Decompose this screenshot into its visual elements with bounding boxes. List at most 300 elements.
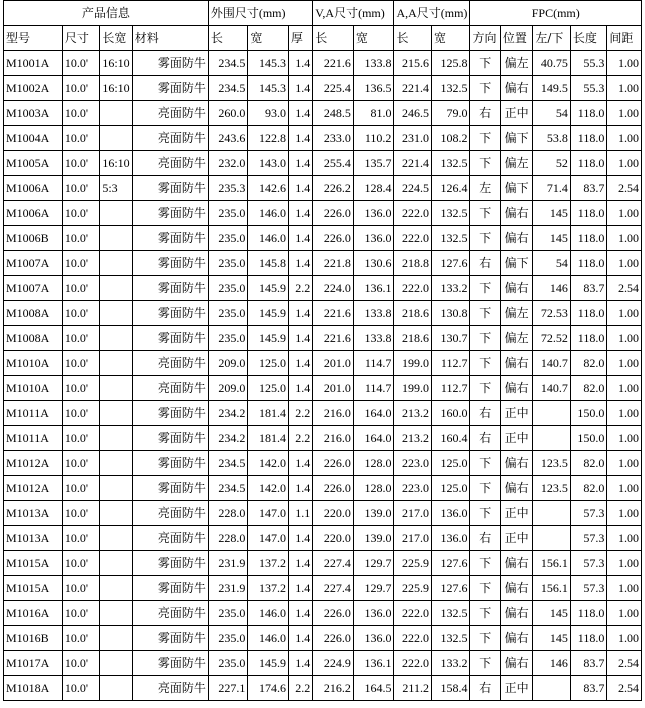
cell-fpc-length: 82.0: [570, 376, 607, 401]
cell-ratio: [100, 251, 132, 276]
cell-outer-length: 235.0: [208, 651, 248, 676]
cell-fpc-direction: 右: [470, 251, 500, 276]
cell-material: 亮面防牛: [132, 601, 208, 626]
cell-outer-width: 147.0: [248, 501, 289, 526]
cell-size: 10.0': [62, 151, 100, 176]
cell-fpc-pitch: 1.00: [607, 126, 642, 151]
cell-outer-thickness: 2.2: [288, 276, 312, 301]
group-fpc: FPC(mm): [470, 1, 642, 26]
cell-fpc-position: 偏右: [500, 201, 532, 226]
cell-material: 雾面防牛: [132, 76, 208, 101]
cell-fpc-direction: 右: [470, 101, 500, 126]
cell-material: 雾面防牛: [132, 576, 208, 601]
cell-va-width: 130.6: [353, 251, 394, 276]
group-aa-size: A,A尺寸(mm): [394, 1, 470, 26]
cell-fpc-position: 偏左: [500, 51, 532, 76]
cell-aa-length: 221.4: [394, 151, 432, 176]
cell-fpc-pitch: 1.00: [607, 601, 642, 626]
cell-fpc-offset: 54: [533, 101, 571, 126]
cell-outer-thickness: 1.4: [288, 151, 312, 176]
cell-fpc-position: 偏左: [500, 151, 532, 176]
table-row: [4, 151, 642, 176]
cell-outer-length: 209.0: [208, 376, 248, 401]
cell-va-width: 114.7: [353, 351, 394, 376]
cell-aa-length: 213.2: [394, 401, 432, 426]
cell-size: 10.0': [62, 201, 100, 226]
cell-material: 雾面防牛: [132, 251, 208, 276]
cell-outer-length: 232.0: [208, 151, 248, 176]
cell-outer-thickness: 1.4: [288, 101, 312, 126]
cell-outer-thickness: 1.4: [288, 51, 312, 76]
col-fpc-offset: 左/下: [533, 26, 571, 51]
cell-outer-thickness: 1.4: [288, 601, 312, 626]
cell-ratio: [100, 401, 132, 426]
cell-fpc-offset: 156.1: [533, 551, 571, 576]
cell-va-width: 136.0: [353, 226, 394, 251]
col-outer-length: 长: [208, 26, 248, 51]
cell-fpc-offset: 145: [533, 626, 571, 651]
cell-fpc-length: 118.0: [570, 251, 607, 276]
cell-fpc-length: 57.3: [570, 576, 607, 601]
cell-fpc-position: 正中: [500, 101, 532, 126]
cell-aa-width: 133.2: [431, 651, 470, 676]
cell-fpc-length: 82.0: [570, 351, 607, 376]
cell-ratio: 16:10: [100, 51, 132, 76]
cell-va-length: 226.0: [313, 451, 354, 476]
cell-fpc-offset: 140.7: [533, 351, 571, 376]
cell-model: M1011A: [4, 426, 63, 451]
col-outer-thickness: 厚: [288, 26, 312, 51]
cell-model: M1007A: [4, 251, 63, 276]
cell-outer-width: 145.9: [248, 651, 289, 676]
cell-fpc-pitch: 1.00: [607, 251, 642, 276]
cell-fpc-length: 118.0: [570, 326, 607, 351]
cell-aa-width: 125.0: [431, 476, 470, 501]
cell-fpc-position: 偏右: [500, 226, 532, 251]
cell-va-length: 227.4: [313, 576, 354, 601]
cell-outer-thickness: 1.4: [288, 301, 312, 326]
cell-outer-width: 146.0: [248, 201, 289, 226]
cell-aa-length: 222.0: [394, 201, 432, 226]
cell-outer-thickness: 1.4: [288, 76, 312, 101]
cell-size: 10.0': [62, 526, 100, 551]
cell-fpc-pitch: 1.00: [607, 451, 642, 476]
table-row: [4, 351, 642, 376]
cell-fpc-offset: 53.8: [533, 126, 571, 151]
cell-fpc-length: 150.0: [570, 426, 607, 451]
cell-fpc-length: 118.0: [570, 101, 607, 126]
cell-fpc-offset: 146: [533, 651, 571, 676]
cell-va-width: 164.0: [353, 426, 394, 451]
cell-va-length: 226.0: [313, 601, 354, 626]
cell-va-width: 136.5: [353, 76, 394, 101]
table-row: [4, 276, 642, 301]
group-product-info: 产品信息: [4, 1, 209, 26]
cell-size: 10.0': [62, 626, 100, 651]
cell-fpc-offset: 72.52: [533, 326, 571, 351]
cell-va-width: 81.0: [353, 101, 394, 126]
cell-aa-width: 112.7: [431, 351, 470, 376]
cell-outer-thickness: 2.2: [288, 676, 312, 701]
cell-aa-length: 215.6: [394, 51, 432, 76]
cell-fpc-position: 偏下: [500, 251, 532, 276]
col-fpc-length: 长度: [570, 26, 607, 51]
cell-va-width: 128.0: [353, 476, 394, 501]
cell-outer-length: 234.5: [208, 51, 248, 76]
table-row: [4, 226, 642, 251]
cell-fpc-pitch: 1.00: [607, 376, 642, 401]
cell-material: 亮面防牛: [132, 676, 208, 701]
cell-fpc-length: 83.7: [570, 676, 607, 701]
cell-size: 10.0': [62, 601, 100, 626]
cell-aa-length: 211.2: [394, 676, 432, 701]
table-row: [4, 76, 642, 101]
cell-aa-length: 199.0: [394, 351, 432, 376]
cell-aa-width: 79.0: [431, 101, 470, 126]
cell-fpc-position: 正中: [500, 501, 532, 526]
cell-aa-length: 218.6: [394, 301, 432, 326]
cell-outer-width: 146.0: [248, 601, 289, 626]
cell-fpc-offset: 54: [533, 251, 571, 276]
cell-fpc-length: 55.3: [570, 76, 607, 101]
table-row: [4, 476, 642, 501]
cell-fpc-offset: 140.7: [533, 376, 571, 401]
cell-va-length: 255.4: [313, 151, 354, 176]
cell-fpc-direction: 右: [470, 676, 500, 701]
cell-outer-width: 146.0: [248, 226, 289, 251]
cell-aa-length: 222.0: [394, 651, 432, 676]
group-outer-size: 外围尺寸(mm): [208, 1, 312, 26]
table-row: [4, 376, 642, 401]
cell-fpc-length: 118.0: [570, 151, 607, 176]
cell-model: M1011A: [4, 401, 63, 426]
cell-outer-length: 260.0: [208, 101, 248, 126]
cell-fpc-offset: 71.4: [533, 176, 571, 201]
cell-size: 10.0': [62, 301, 100, 326]
cell-outer-thickness: 1.4: [288, 476, 312, 501]
table-body: [4, 51, 642, 701]
cell-outer-width: 137.2: [248, 551, 289, 576]
cell-outer-length: 235.0: [208, 276, 248, 301]
cell-fpc-pitch: 1.00: [607, 151, 642, 176]
cell-fpc-direction: 下: [470, 201, 500, 226]
cell-outer-length: 235.0: [208, 601, 248, 626]
cell-outer-thickness: 1.4: [288, 576, 312, 601]
cell-fpc-pitch: 1.00: [607, 426, 642, 451]
cell-va-length: 226.0: [313, 226, 354, 251]
cell-va-width: 128.4: [353, 176, 394, 201]
cell-outer-length: 243.6: [208, 126, 248, 151]
cell-outer-thickness: 1.4: [288, 176, 312, 201]
cell-fpc-offset: 145: [533, 201, 571, 226]
cell-va-length: 221.6: [313, 326, 354, 351]
cell-fpc-pitch: 1.00: [607, 226, 642, 251]
cell-aa-width: 158.4: [431, 676, 470, 701]
cell-fpc-pitch: 2.54: [607, 176, 642, 201]
cell-fpc-direction: 下: [470, 476, 500, 501]
cell-va-length: 248.5: [313, 101, 354, 126]
cell-aa-length: 223.0: [394, 476, 432, 501]
cell-outer-thickness: 2.2: [288, 401, 312, 426]
cell-outer-width: 181.4: [248, 426, 289, 451]
cell-fpc-pitch: 2.54: [607, 651, 642, 676]
cell-fpc-length: 57.3: [570, 501, 607, 526]
cell-ratio: [100, 276, 132, 301]
cell-va-length: 226.0: [313, 476, 354, 501]
cell-model: M1013A: [4, 501, 63, 526]
cell-fpc-pitch: 1.00: [607, 501, 642, 526]
cell-material: 亮面防牛: [132, 376, 208, 401]
cell-fpc-length: 118.0: [570, 601, 607, 626]
cell-va-length: 216.0: [313, 401, 354, 426]
cell-fpc-offset: 145: [533, 601, 571, 626]
cell-fpc-position: 正中: [500, 526, 532, 551]
cell-fpc-offset: [533, 426, 571, 451]
cell-va-width: 136.1: [353, 651, 394, 676]
cell-fpc-direction: 右: [470, 401, 500, 426]
cell-aa-length: 221.4: [394, 76, 432, 101]
cell-outer-thickness: 1.4: [288, 451, 312, 476]
cell-ratio: [100, 426, 132, 451]
col-ratio: 长宽: [100, 26, 132, 51]
cell-fpc-length: 83.7: [570, 276, 607, 301]
cell-material: 雾面防牛: [132, 176, 208, 201]
cell-model: M1017A: [4, 651, 63, 676]
table-row: [4, 426, 642, 451]
cell-va-width: 136.0: [353, 201, 394, 226]
cell-fpc-position: 偏下: [500, 176, 532, 201]
cell-va-length: 226.0: [313, 201, 354, 226]
cell-fpc-position: 正中: [500, 676, 532, 701]
cell-outer-length: 234.2: [208, 426, 248, 451]
cell-aa-width: 136.0: [431, 501, 470, 526]
cell-size: 10.0': [62, 101, 100, 126]
cell-fpc-offset: 52: [533, 151, 571, 176]
col-va-length: 长: [313, 26, 354, 51]
cell-ratio: [100, 351, 132, 376]
cell-size: 10.0': [62, 51, 100, 76]
cell-model: M1007A: [4, 276, 63, 301]
cell-aa-length: 218.6: [394, 326, 432, 351]
cell-size: 10.0': [62, 426, 100, 451]
cell-fpc-position: 偏右: [500, 576, 532, 601]
cell-size: 10.0': [62, 651, 100, 676]
table-row: [4, 676, 642, 701]
cell-fpc-position: 偏右: [500, 376, 532, 401]
cell-va-length: 221.6: [313, 301, 354, 326]
cell-size: 10.0': [62, 676, 100, 701]
cell-fpc-direction: 右: [470, 426, 500, 451]
cell-fpc-position: 正中: [500, 426, 532, 451]
col-material: 材料: [132, 26, 208, 51]
cell-fpc-length: 118.0: [570, 626, 607, 651]
cell-aa-length: 222.0: [394, 226, 432, 251]
cell-va-length: 225.4: [313, 76, 354, 101]
cell-ratio: [100, 376, 132, 401]
cell-model: M1006A: [4, 176, 63, 201]
cell-aa-width: 127.6: [431, 251, 470, 276]
cell-outer-width: 174.6: [248, 676, 289, 701]
cell-va-width: 139.0: [353, 501, 394, 526]
cell-outer-width: 145.9: [248, 326, 289, 351]
cell-va-width: 110.2: [353, 126, 394, 151]
cell-ratio: [100, 676, 132, 701]
cell-aa-length: 217.0: [394, 501, 432, 526]
cell-size: 10.0': [62, 251, 100, 276]
cell-fpc-pitch: 1.00: [607, 526, 642, 551]
cell-fpc-direction: 下: [470, 601, 500, 626]
cell-fpc-direction: 下: [470, 451, 500, 476]
cell-va-length: 233.0: [313, 126, 354, 151]
cell-fpc-position: 偏右: [500, 551, 532, 576]
cell-fpc-position: 偏左: [500, 301, 532, 326]
cell-outer-width: 122.8: [248, 126, 289, 151]
cell-fpc-position: 偏右: [500, 276, 532, 301]
cell-aa-width: 130.7: [431, 326, 470, 351]
cell-fpc-position: 偏右: [500, 476, 532, 501]
cell-aa-width: 132.5: [431, 226, 470, 251]
cell-outer-width: 142.6: [248, 176, 289, 201]
cell-fpc-direction: 下: [470, 151, 500, 176]
cell-fpc-offset: 40.75: [533, 51, 571, 76]
cell-model: M1003A: [4, 101, 63, 126]
cell-fpc-direction: 下: [470, 551, 500, 576]
cell-fpc-direction: 下: [470, 276, 500, 301]
cell-model: M1008A: [4, 301, 63, 326]
cell-va-width: 129.7: [353, 576, 394, 601]
cell-aa-width: 132.5: [431, 76, 470, 101]
cell-fpc-pitch: 1.00: [607, 551, 642, 576]
cell-aa-width: 160.0: [431, 401, 470, 426]
cell-fpc-position: 偏右: [500, 626, 532, 651]
cell-aa-width: 132.5: [431, 601, 470, 626]
cell-va-width: 136.1: [353, 276, 394, 301]
cell-outer-width: 145.8: [248, 251, 289, 276]
col-fpc-pitch: 间距: [607, 26, 642, 51]
cell-aa-length: 225.9: [394, 576, 432, 601]
cell-aa-width: 160.4: [431, 426, 470, 451]
cell-va-length: 221.8: [313, 251, 354, 276]
cell-model: M1006B: [4, 226, 63, 251]
cell-size: 10.0': [62, 551, 100, 576]
cell-fpc-length: 57.3: [570, 551, 607, 576]
cell-fpc-offset: 123.5: [533, 476, 571, 501]
cell-model: M1004A: [4, 126, 63, 151]
cell-aa-width: 132.5: [431, 201, 470, 226]
cell-outer-length: 231.9: [208, 576, 248, 601]
col-outer-width: 宽: [248, 26, 289, 51]
cell-outer-length: 235.0: [208, 251, 248, 276]
cell-outer-width: 145.3: [248, 51, 289, 76]
table-row: [4, 51, 642, 76]
cell-material: 雾面防牛: [132, 401, 208, 426]
cell-fpc-pitch: 1.00: [607, 201, 642, 226]
cell-fpc-position: 偏右: [500, 76, 532, 101]
cell-aa-width: 112.7: [431, 376, 470, 401]
cell-fpc-pitch: 1.00: [607, 626, 642, 651]
table-row: [4, 526, 642, 551]
cell-va-length: 220.0: [313, 501, 354, 526]
col-model: 型号: [4, 26, 63, 51]
cell-ratio: [100, 101, 132, 126]
cell-outer-thickness: 1.4: [288, 201, 312, 226]
cell-fpc-pitch: 2.54: [607, 676, 642, 701]
cell-model: M1012A: [4, 476, 63, 501]
cell-fpc-position: 偏右: [500, 451, 532, 476]
cell-aa-length: 213.2: [394, 426, 432, 451]
cell-material: 雾面防牛: [132, 226, 208, 251]
col-aa-width: 宽: [431, 26, 470, 51]
cell-ratio: [100, 301, 132, 326]
cell-size: 10.0': [62, 576, 100, 601]
cell-outer-length: 235.0: [208, 626, 248, 651]
cell-fpc-position: 正中: [500, 401, 532, 426]
cell-outer-thickness: 1.4: [288, 126, 312, 151]
cell-fpc-length: 150.0: [570, 401, 607, 426]
cell-fpc-direction: 下: [470, 51, 500, 76]
cell-va-width: 139.0: [353, 526, 394, 551]
cell-outer-thickness: 1.1: [288, 501, 312, 526]
cell-size: 10.0': [62, 126, 100, 151]
cell-outer-length: 234.5: [208, 451, 248, 476]
cell-fpc-pitch: 1.00: [607, 576, 642, 601]
cell-outer-width: 143.0: [248, 151, 289, 176]
cell-outer-width: 125.0: [248, 351, 289, 376]
cell-fpc-position: 偏右: [500, 601, 532, 626]
cell-fpc-length: 118.0: [570, 226, 607, 251]
cell-fpc-pitch: 1.00: [607, 401, 642, 426]
cell-model: M1002A: [4, 76, 63, 101]
cell-outer-length: 234.5: [208, 76, 248, 101]
cell-fpc-length: 83.7: [570, 176, 607, 201]
cell-va-width: 133.8: [353, 301, 394, 326]
cell-outer-length: 235.0: [208, 201, 248, 226]
cell-fpc-pitch: 1.00: [607, 76, 642, 101]
cell-fpc-direction: 下: [470, 651, 500, 676]
cell-ratio: [100, 551, 132, 576]
col-aa-length: 长: [394, 26, 432, 51]
cell-outer-thickness: 1.4: [288, 376, 312, 401]
group-va-size: V,A尺寸(mm): [313, 1, 394, 26]
cell-size: 10.0': [62, 476, 100, 501]
cell-aa-width: 127.6: [431, 551, 470, 576]
cell-va-width: 133.8: [353, 51, 394, 76]
cell-va-width: 133.8: [353, 326, 394, 351]
cell-va-width: 114.7: [353, 376, 394, 401]
cell-va-length: 227.4: [313, 551, 354, 576]
cell-va-width: 128.0: [353, 451, 394, 476]
col-va-width: 宽: [353, 26, 394, 51]
cell-va-length: 224.9: [313, 651, 354, 676]
cell-outer-thickness: 1.4: [288, 651, 312, 676]
table-row: [4, 251, 642, 276]
cell-fpc-direction: 下: [470, 626, 500, 651]
cell-outer-width: 146.0: [248, 626, 289, 651]
cell-size: 10.0': [62, 501, 100, 526]
cell-ratio: [100, 326, 132, 351]
table-row: [4, 651, 642, 676]
cell-va-length: 226.0: [313, 626, 354, 651]
cell-material: 雾面防牛: [132, 651, 208, 676]
cell-outer-thickness: 1.4: [288, 326, 312, 351]
cell-outer-length: 231.9: [208, 551, 248, 576]
cell-fpc-offset: [533, 526, 571, 551]
cell-material: 雾面防牛: [132, 301, 208, 326]
cell-material: 亮面防牛: [132, 126, 208, 151]
cell-ratio: [100, 526, 132, 551]
cell-outer-length: 235.0: [208, 301, 248, 326]
cell-ratio: [100, 576, 132, 601]
